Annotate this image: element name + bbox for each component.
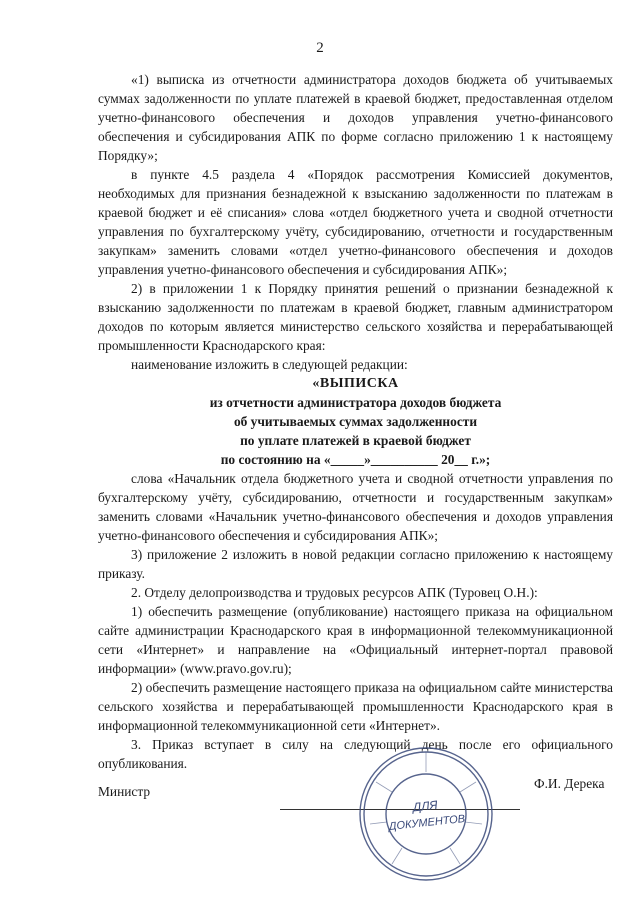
paragraph: 2. Отделу делопроизводства и трудовых ресурсов АПК (Туровец О.Н.): xyxy=(131,585,538,600)
signatory-title: Министр xyxy=(98,784,151,799)
paragraph: 3. Приказ вступает в силу на следующий день после его официального опубликования. xyxy=(98,737,613,771)
statement-title xyxy=(98,374,613,469)
paragraph: 2) обеспечить размещение настоящего приказа на официальном сайте министерства сельского хозяйства и перерабатывающей промышленности Краснодарского края в информационной телекоммуникационной сети «Интернет». xyxy=(98,680,613,733)
paragraph: 3) приложение 2 изложить в новой редакции согласно приложению к настоящему приказу. xyxy=(98,547,613,581)
document-body xyxy=(98,70,613,773)
paragraph: наименование изложить в следующей редакции: xyxy=(131,357,408,372)
paragraph: 1) обеспечить размещение (опубликование) настоящего приказа на официальном сайте администрации Краснодарского края в информационной телекоммуникационной сети «Интернет» и направление на «Официальный интернет-портал правовой информации» (www.pravo.gov.ru); xyxy=(98,604,613,676)
title-line: по уплате платежей в краевой бюджет xyxy=(240,433,471,448)
paragraph: в пункте 4.5 раздела 4 «Порядок рассмотрения Комиссией документов, необходимых для признания безнадежной к взысканию задолженности по платежам в краевой бюджет и её списания» слова «отдел бюджетного учета и сводной отчетности управления по бухгалтерскому учёту, субсидированию, отчетности и государственным закупкам» заменить словами «отдел учетно-финансового обеспечения и доходов управления учетно-финансового обеспечения и субсидирования АПК»; xyxy=(98,167,613,277)
page-number: 2 xyxy=(316,40,324,56)
stamp-text: ДОКУМЕНТОВ xyxy=(388,812,466,833)
title-line: «ВЫПИСКА xyxy=(312,376,399,391)
signatory-name: Ф.И. Дерека xyxy=(534,776,605,791)
stamp-text: ДЛЯ xyxy=(412,797,439,815)
paragraph: «1) выписка из отчетности администратора доходов бюджета об учитываемых суммах задолженности по уплате платежей в краевой бюджет, предоставленная отделом учетно-финансового обеспечения и доходов управления учетно-финансового обеспечения и субсидирования АПК по форме согласно приложению 1 к настоящему Порядку»; xyxy=(98,72,613,163)
stamp-seal xyxy=(356,744,496,884)
paragraph: слова «Начальник отдела бюджетного учета и сводной отчетности управления по бухгалтерскому учёту, субсидированию, отчетности и государственным закупкам» заменить словами «Начальник учетно-финансового обеспечения и доходов управления учетно-финансового обеспечения и субсидирования АПК»; xyxy=(98,471,613,543)
title-line: по состоянию на «_____»__________ 20__ г.»; xyxy=(220,452,491,467)
title-line: об учитываемых суммах задолженности xyxy=(233,414,478,429)
paragraph: 2) в приложении 1 к Порядку принятия решений о признании безнадежной к взысканию задолженности по платежам в краевой бюджет, главным администратором доходов по которым является министерство сельского хозяйства и перерабатывающей промышленности Краснодарского края: xyxy=(98,281,613,353)
title-line: из отчетности администратора доходов бюджета xyxy=(209,395,502,410)
